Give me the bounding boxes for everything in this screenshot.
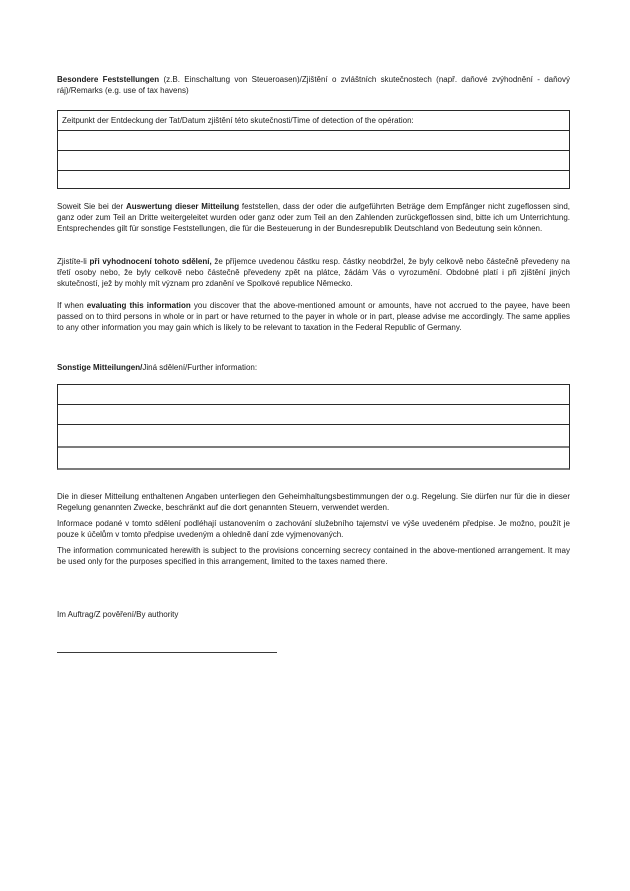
- further-information-label-rest: Jiná sdělení/Further information:: [142, 363, 258, 372]
- paragraph-auswertung-bold: Auswertung dieser Mitteilung: [125, 202, 240, 211]
- paragraph-evaluating: [57, 300, 570, 333]
- detection-table: [57, 110, 570, 189]
- detection-table-empty-row: [58, 151, 569, 171]
- paragraph-auswertung-pre: Soweit Sie bei der: [57, 202, 126, 211]
- remarks-heading-bold: Besondere Feststellungen: [57, 75, 160, 84]
- paragraph-informace: Informace podané v tomto sdělení podléhají ustanovením o zachování služebního tajemství ve výše uvedeném předpise. Je možno, použít je pouze k účelům v tomto předpise uvedeným a ohledně daní zde vyjmenovaných.: [57, 519, 570, 539]
- further-information-label-bold: Sonstige Mitteilungen/: [57, 363, 143, 372]
- paragraph-auswertung: [57, 201, 570, 234]
- detection-table-empty-row: [58, 171, 569, 188]
- further-information-label: [57, 362, 570, 373]
- further-information-empty-row: [58, 448, 569, 468]
- authority-label: Im Auftrag/Z pověření/By authority: [57, 610, 179, 619]
- paragraph-evaluating-post: you discover that the above-mentioned amount or amounts, have not accrued to the payee, have been passed on to third persons in whole or in part or have returned to the payer in whole or in part, please advise me accordingly. The same applies to any other information you may gain which is likely to be relevant to taxation in the Federal Republic of Germany.: [57, 301, 571, 332]
- further-information-empty-row: [58, 385, 569, 405]
- further-information-empty-row: [58, 405, 569, 425]
- paragraph-secrecy: The information communicated herewith is subject to the provisions concerning secrecy contained in the above-mentioned arrangement. It may be used only for the purposes specified in this arrangement, limited to the taxes named there.: [57, 546, 570, 566]
- signature-line: [57, 652, 277, 653]
- paragraph-geheimhaltung: Die in dieser Mitteilung enthaltenen Angaben unterliegen den Geheimhaltungsbestimmungen der o.g. Regelung. Sie dürfen nur für die in dieser Regelung genannten Zwecke, beschränkt auf die dort genannten Steuern, verwendet werden.: [57, 492, 570, 512]
- paragraph-auswertung-post: feststellen, dass der oder die aufgeführten Beträge dem Empfänger nicht zugeflossen sind, ganz oder zum Teil an Dritte weitergeleitet wurden oder ganz oder zum Teil an den Zahlenden zurückgeflossen sind, bitte ich um Unterrichtung. Entsprechendes gilt für sonstige Feststellungen, die für die Besteuerung in der Bundesrepublik Deutschland von Bedeutung sein können.: [57, 202, 571, 233]
- paragraph-evaluating-bold: evaluating this information: [86, 301, 191, 310]
- remarks-heading-rest: (z.B. Einschaltung von Steueroasen)/Zjištění o zvláštních skutečnostech (např. daňové zvýhodnění - daňový ráj)/Remarks (e.g. use of tax havens): [57, 75, 570, 95]
- remarks-heading: [57, 74, 570, 96]
- detection-table-header: Zeitpunkt der Entdeckung der Tat/Datum zjištění této skutečnosti/Time of detection of the opération:: [58, 111, 569, 131]
- paragraph-vyhodnoceni-post: že příjemce uvedenou částku resp. částky neobdržel, že byly celkově nebo částečně převedeny na třetí osoby nebo, že byly celkově nebo částečně převedeny zpět na plátce, žádám Vás o vyrozumění. Obdobné platí i při zjištění jiných skutečností, jež by mohly mít význam pro zdanění ve Spolkové republice Německo.: [57, 257, 571, 288]
- paragraph-vyhodnoceni-pre: Zjistíte-li: [57, 257, 90, 266]
- further-information-empty-row: [58, 425, 569, 448]
- further-information-table: [57, 384, 570, 470]
- paragraph-vyhodnoceni-bold: při vyhodnocení tohoto sdělení,: [89, 257, 212, 266]
- detection-table-empty-row: [58, 131, 569, 151]
- paragraph-vyhodnoceni: [57, 256, 570, 289]
- paragraph-evaluating-pre: If when: [57, 301, 87, 310]
